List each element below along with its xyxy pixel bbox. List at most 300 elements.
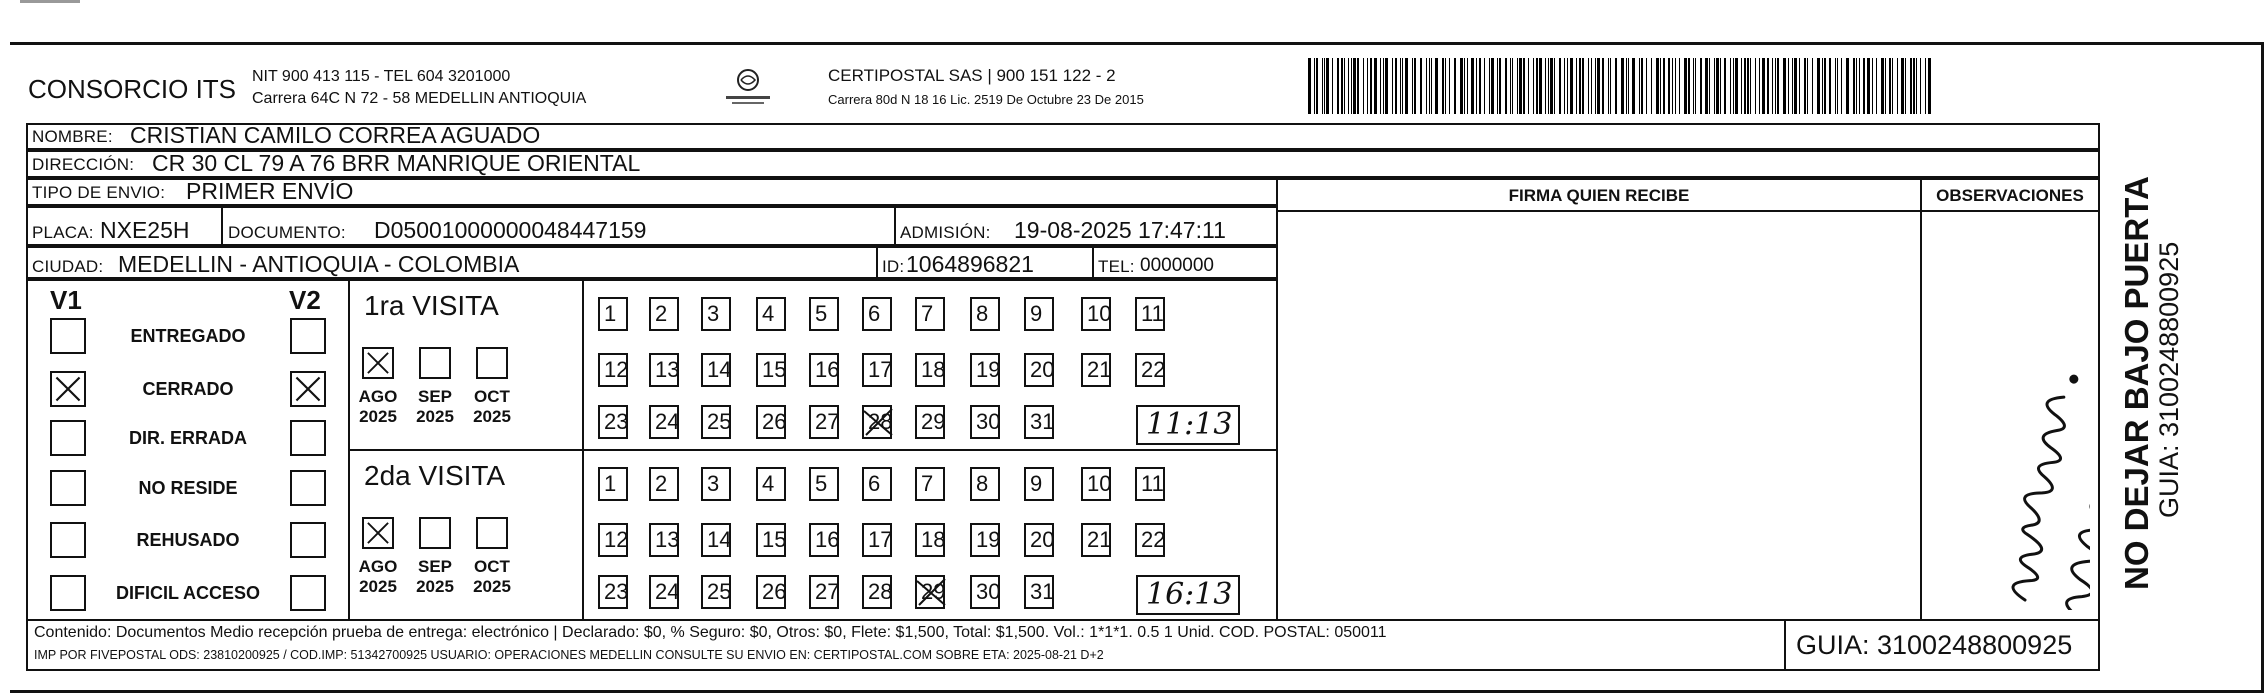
day-box[interactable] (1024, 405, 1054, 439)
barcode-bar (1348, 58, 1349, 114)
barcode-bar (1442, 58, 1444, 114)
day-box[interactable] (915, 353, 945, 387)
barcode-bar (1916, 58, 1917, 114)
side-guia: GUIA: 3100248800925 (2154, 241, 2184, 518)
barcode-bar (1374, 58, 1377, 114)
barcode-bar (1314, 58, 1315, 114)
barcode-bar (1602, 58, 1604, 114)
barcode-bar (1675, 58, 1676, 114)
day-number: 28 (868, 409, 893, 434)
day-box[interactable] (809, 297, 839, 331)
barcode-bar (1484, 58, 1485, 114)
day-number: 15 (762, 357, 787, 382)
barcode-bar (1429, 58, 1430, 114)
barcode-bar (1353, 58, 1356, 114)
time-box[interactable] (1136, 575, 1240, 615)
barcode-bar (1576, 58, 1577, 114)
carrier-name: CERTIPOSTAL SAS | 900 151 122 - 2 (828, 66, 1116, 85)
day-box[interactable] (649, 405, 679, 439)
carrier-license: Carrera 80d N 18 16 Lic. 2519 De Octubre 23 De 2015 (828, 92, 1144, 107)
barcode-bar (1591, 58, 1592, 114)
barcode-bar (1608, 58, 1609, 114)
barcode-bar (1695, 58, 1696, 114)
placa-value: NXE25H (100, 217, 190, 243)
footer-imp: IMP POR FIVEPOSTAL ODS: 23810200925 / COD.IMP: 51342700925 USUARIO: OPERACIONES MEDELLIN CONSULTE SU ENVIO EN: CERTIPOSTAL.COM SOBRE ETA: 2025-08-21 D+2 (34, 648, 1104, 662)
day-box[interactable] (649, 523, 679, 557)
side-warning: NO DEJAR BAJO PUERTA (2118, 176, 2155, 590)
month-checkbox[interactable] (362, 347, 394, 379)
barcode-bar (1755, 58, 1756, 114)
day-number: 2 (655, 301, 668, 326)
status-label: REHUSADO (136, 530, 240, 550)
visit-divider (348, 449, 1278, 451)
barcode-bar (1794, 58, 1797, 114)
barcode-bar (1588, 58, 1589, 114)
barcode-bar (1615, 58, 1617, 114)
day-box[interactable] (1081, 467, 1111, 501)
time-handwritten: 16:13 (1146, 577, 1233, 612)
day-number: 6 (868, 301, 881, 326)
ciudad-label: CIUDAD: (32, 257, 104, 276)
barcode-bar (1402, 58, 1403, 114)
day-number: 4 (762, 301, 775, 326)
status-label: DIFICIL ACCESO (115, 583, 260, 603)
barcode-bar (1853, 58, 1855, 114)
status-label: NO RESIDE (138, 478, 238, 498)
day-number: 8 (976, 301, 989, 326)
footer-guia: GUIA: 3100248800925 (1796, 630, 2073, 660)
barcode-bar (1332, 58, 1333, 114)
barcode-bar (1383, 58, 1384, 114)
tel-label: TEL: (1098, 257, 1135, 276)
barcode-bar (1724, 58, 1726, 114)
month-label: SEP 2025 (416, 557, 454, 596)
day-number: 11 (1141, 471, 1164, 496)
day-box[interactable] (701, 405, 731, 439)
month-checkbox[interactable] (419, 517, 451, 549)
placa-label: PLACA: (32, 223, 94, 242)
v2-checkbox[interactable] (290, 318, 326, 354)
barcode-bar (1536, 58, 1538, 114)
barcode-bar (1714, 58, 1715, 114)
barcode-bar (1747, 58, 1749, 114)
signature-header-line (1276, 210, 1922, 212)
v1-checkbox[interactable] (50, 470, 86, 506)
day-number: 31 (1030, 409, 1055, 434)
barcode-bar (1476, 58, 1477, 114)
day-box[interactable] (809, 523, 839, 557)
barcode-bar (1337, 58, 1339, 114)
day-box[interactable] (701, 467, 731, 501)
day-box[interactable] (701, 297, 731, 331)
day-number: 9 (1030, 471, 1043, 496)
month-divider (582, 281, 584, 619)
day-box[interactable] (649, 297, 679, 331)
observations-header: OBSERVACIONES (1936, 186, 2084, 205)
barcode-bar (1621, 58, 1624, 114)
barcode-bar (1523, 58, 1525, 114)
day-number: 11 (1141, 301, 1164, 326)
barcode-bar (1380, 58, 1381, 114)
admision-label: ADMISIÓN: (900, 223, 991, 242)
day-box[interactable] (970, 353, 1000, 387)
barcode-bar (1632, 58, 1635, 114)
barcode-bar (1528, 58, 1529, 114)
barcode-bar (1370, 58, 1372, 114)
company-nit: NIT 900 413 115 - TEL 604 3201000 (252, 68, 511, 85)
barcode-bar (1672, 58, 1673, 114)
day-box[interactable] (1081, 353, 1111, 387)
day-box[interactable] (915, 575, 945, 609)
v2-checkbox[interactable] (290, 470, 326, 506)
barcode-bar (1709, 58, 1710, 114)
day-number: 22 (1141, 357, 1166, 382)
day-box[interactable] (915, 467, 945, 501)
barcode-bar (1445, 58, 1446, 114)
barcode-bar (1597, 58, 1600, 114)
day-box[interactable] (598, 523, 628, 557)
day-box[interactable] (649, 575, 679, 609)
v2-checkbox[interactable] (290, 575, 326, 611)
barcode (1306, 58, 1936, 114)
v1-checkbox[interactable] (50, 575, 86, 611)
barcode-bar (1479, 58, 1481, 114)
day-number: 8 (976, 471, 989, 496)
day-number: 29 (921, 409, 946, 434)
day-number: 23 (604, 579, 629, 604)
day-box[interactable] (1081, 523, 1111, 557)
tel-value: 0000000 (1140, 255, 1214, 276)
day-box[interactable] (649, 467, 679, 501)
id-divider (876, 248, 878, 279)
day-box[interactable] (756, 405, 786, 439)
day-number: 2 (655, 471, 668, 496)
day-number: 23 (604, 409, 629, 434)
barcode-bar (1579, 58, 1581, 114)
barcode-bar (1363, 58, 1364, 114)
day-box[interactable] (862, 297, 892, 331)
day-number: 9 (1030, 301, 1043, 326)
day-number: 18 (921, 527, 946, 552)
day-box[interactable] (915, 405, 945, 439)
nombre-value: CRISTIAN CAMILO CORREA AGUADO (130, 122, 541, 148)
day-number: 12 (604, 527, 629, 552)
day-box[interactable] (862, 353, 892, 387)
time-box[interactable] (1136, 405, 1240, 445)
day-number: 20 (1030, 357, 1055, 382)
v1-checkbox[interactable] (50, 420, 86, 456)
barcode-bar (1730, 58, 1731, 114)
barcode-bar (1733, 58, 1734, 114)
day-number: 7 (921, 471, 934, 496)
barcode-bar (1705, 58, 1708, 114)
admision-value: 19-08-2025 17:47:11 (1014, 217, 1226, 243)
day-box[interactable] (756, 575, 786, 609)
barcode-bar (1859, 58, 1860, 114)
month-checkbox[interactable] (362, 517, 394, 549)
admision-divider (894, 208, 896, 246)
day-box[interactable] (598, 353, 628, 387)
barcode-bar (1829, 58, 1831, 114)
placa-divider (221, 208, 223, 246)
v2-label: V2 (289, 285, 321, 315)
day-box[interactable] (1135, 467, 1165, 501)
day-number: 27 (815, 409, 840, 434)
v2-checkbox[interactable] (290, 522, 326, 558)
day-box[interactable] (1024, 467, 1054, 501)
barcode-bar (1545, 58, 1546, 114)
direccion-label: DIRECCIÓN: (32, 155, 135, 174)
day-box[interactable] (756, 467, 786, 501)
barcode-bar (1641, 58, 1643, 114)
day-box[interactable] (1024, 523, 1054, 557)
barcode-bar (1426, 58, 1427, 114)
documento-label: DOCUMENTO: (228, 223, 346, 242)
barcode-bar (1639, 58, 1640, 114)
day-number: 31 (1030, 579, 1055, 604)
barcode-bar (1460, 58, 1463, 114)
barcode-bar (1512, 58, 1513, 114)
day-number: 15 (762, 527, 787, 552)
barcode-bar (1582, 58, 1584, 114)
barcode-bar (1471, 58, 1474, 114)
day-box[interactable] (809, 353, 839, 387)
barcode-bar (1395, 58, 1397, 114)
barcode-bar (1449, 58, 1450, 114)
day-box[interactable] (598, 575, 628, 609)
day-box[interactable] (862, 405, 892, 439)
barcode-bar (1863, 58, 1865, 114)
day-number: 17 (868, 527, 893, 552)
barcode-bar (1322, 58, 1323, 114)
barcode-bar (1385, 58, 1388, 114)
day-number: 4 (762, 471, 775, 496)
barcode-bar (1554, 58, 1555, 114)
day-box[interactable] (970, 297, 1000, 331)
day-box[interactable] (1081, 297, 1111, 331)
v1-checkbox[interactable] (50, 318, 86, 354)
barcode-bar (1920, 58, 1921, 114)
day-box[interactable] (915, 297, 945, 331)
day-number: 22 (1141, 527, 1166, 552)
ciudad-value: MEDELLIN - ANTIOQUIA - COLOMBIA (118, 251, 520, 277)
barcode-bar (1856, 58, 1857, 114)
day-number: 3 (707, 471, 720, 496)
barcode-bar (1626, 58, 1627, 114)
day-box[interactable] (1135, 353, 1165, 387)
day-box[interactable] (701, 575, 731, 609)
day-number: 21 (1087, 527, 1112, 552)
id-label: ID: (882, 257, 905, 276)
barcode-bar (1663, 58, 1665, 114)
day-number: 25 (707, 579, 732, 604)
day-number: 13 (655, 527, 680, 552)
month-checkbox[interactable] (419, 347, 451, 379)
month-checkbox[interactable] (476, 517, 508, 549)
day-box[interactable] (701, 523, 731, 557)
barcode-bar (1913, 58, 1915, 114)
v2-checkbox[interactable] (290, 371, 326, 407)
barcode-bar (1567, 58, 1568, 114)
barcode-bar (1928, 58, 1931, 114)
barcode-bar (1548, 58, 1549, 114)
day-box[interactable] (970, 523, 1000, 557)
barcode-bar (1464, 58, 1465, 114)
barcode-bar (1925, 58, 1926, 114)
status-label: CERRADO (142, 379, 234, 399)
barcode-bar (1750, 58, 1751, 114)
barcode-bar (1804, 58, 1806, 114)
barcode-bar (1759, 58, 1760, 114)
month-label: OCT 2025 (473, 557, 511, 596)
month-label: OCT 2025 (473, 387, 511, 426)
barcode-bar (1610, 58, 1611, 114)
barcode-bar (1688, 58, 1690, 114)
barcode-bar (1628, 58, 1629, 114)
day-box[interactable] (1024, 575, 1054, 609)
day-box[interactable] (809, 575, 839, 609)
day-box[interactable] (1135, 523, 1165, 557)
barcode-bar (1400, 58, 1401, 114)
barcode-bar (1499, 58, 1501, 114)
barcode-bar (1767, 58, 1769, 114)
barcode-bar (1519, 58, 1522, 114)
barcode-bar (1550, 58, 1553, 114)
barcode-bar (1684, 58, 1687, 114)
day-box[interactable] (756, 297, 786, 331)
day-box[interactable] (809, 467, 839, 501)
barcode-bar (1510, 58, 1511, 114)
observations-header-line (1920, 210, 2100, 212)
day-box[interactable] (915, 523, 945, 557)
day-number: 26 (762, 579, 787, 604)
day-box[interactable] (1135, 297, 1165, 331)
day-box[interactable] (1024, 297, 1054, 331)
v1-label: V1 (50, 285, 82, 315)
barcode-bar (1812, 58, 1813, 114)
tipo-value: PRIMER ENVÍO (186, 178, 354, 204)
barcode-bar (1344, 58, 1345, 114)
barcode-bar (1497, 58, 1498, 114)
day-number: 7 (921, 301, 934, 326)
barcode-bar (1564, 58, 1565, 114)
barcode-bar (1559, 58, 1561, 114)
day-number: 24 (655, 579, 680, 604)
day-box[interactable] (598, 467, 628, 501)
barcode-bar (1679, 58, 1680, 114)
day-box[interactable] (862, 523, 892, 557)
visit-title: 2da VISITA (364, 460, 506, 491)
day-box[interactable] (862, 575, 892, 609)
day-number: 6 (868, 471, 881, 496)
barcode-bar (1651, 58, 1652, 114)
barcode-bar (1822, 58, 1823, 114)
day-box[interactable] (598, 405, 628, 439)
day-number: 16 (815, 527, 840, 552)
day-number: 5 (815, 471, 828, 496)
v2-checkbox[interactable] (290, 420, 326, 456)
footer-contenido: Contenido: Documentos Medio recepción prueba de entrega: electrónico | Declarado: $0, % Seguro: $0, Otros: $0, Flete: $1,500, Total: $1,500. Vol.: 1*1*1. 0.5 1 Unid. COD. POSTAL: 050011 (34, 624, 1387, 641)
barcode-bar (1841, 58, 1842, 114)
barcode-bar (1772, 58, 1773, 114)
day-number: 24 (655, 409, 680, 434)
barcode-bar (1357, 58, 1359, 114)
visit-title: 1ra VISITA (364, 290, 499, 321)
barcode-bar (1414, 58, 1416, 114)
day-number: 3 (707, 301, 720, 326)
barcode-bar (1905, 58, 1906, 114)
v1-checkbox[interactable] (50, 522, 86, 558)
barcode-bar (1807, 58, 1808, 114)
tel-divider (1092, 248, 1094, 279)
day-box[interactable] (756, 523, 786, 557)
barcode-bar (1693, 58, 1694, 114)
barcode-bar (1668, 58, 1670, 114)
day-number: 17 (868, 357, 893, 382)
day-box[interactable] (862, 467, 892, 501)
barcode-bar (1467, 58, 1468, 114)
barcode-bar (1324, 58, 1325, 114)
day-box[interactable] (970, 467, 1000, 501)
day-number: 10 (1087, 301, 1112, 326)
day-number: 14 (707, 527, 732, 552)
footer-divider (1784, 621, 1786, 669)
month-checkbox[interactable] (476, 347, 508, 379)
barcode-bar (1351, 58, 1352, 114)
barcode-bar (1881, 58, 1884, 114)
day-number: 13 (655, 357, 680, 382)
barcode-bar (1744, 58, 1746, 114)
day-box[interactable] (701, 353, 731, 387)
barcode-bar (1762, 58, 1765, 114)
month-label: AGO 2025 (358, 387, 398, 426)
barcode-bar (1700, 58, 1702, 114)
barcode-bar (1316, 58, 1318, 114)
v1-checkbox[interactable] (50, 371, 86, 407)
barcode-bar (1910, 58, 1912, 114)
day-box[interactable] (809, 405, 839, 439)
day-number: 16 (815, 357, 840, 382)
barcode-bar (1367, 58, 1368, 114)
barcode-bar (1892, 58, 1893, 114)
day-box[interactable] (649, 353, 679, 387)
signature-header: FIRMA QUIEN RECIBE (1508, 186, 1690, 205)
barcode-bar (1741, 58, 1742, 114)
barcode-bar (1431, 58, 1432, 114)
day-number: 30 (976, 579, 1001, 604)
day-number: 19 (976, 527, 1001, 552)
barcode-bar (1788, 58, 1789, 114)
barcode-bar (1872, 58, 1873, 114)
barcode-bar (1775, 58, 1776, 114)
barcode-bar (1735, 58, 1738, 114)
barcode-bar (1901, 58, 1904, 114)
barcode-bar (1308, 58, 1311, 114)
day-box[interactable] (970, 405, 1000, 439)
day-box[interactable] (1024, 353, 1054, 387)
barcode-bar (1656, 58, 1659, 114)
month-label: SEP 2025 (416, 387, 454, 426)
day-number: 10 (1087, 471, 1112, 496)
company-name: CONSORCIO ITS (28, 74, 237, 104)
day-number: 29 (921, 579, 946, 604)
day-number: 21 (1087, 357, 1112, 382)
day-box[interactable] (598, 297, 628, 331)
day-box[interactable] (756, 353, 786, 387)
barcode-bar (1454, 58, 1456, 114)
barcode-bar (1824, 58, 1826, 114)
day-box[interactable] (970, 575, 1000, 609)
